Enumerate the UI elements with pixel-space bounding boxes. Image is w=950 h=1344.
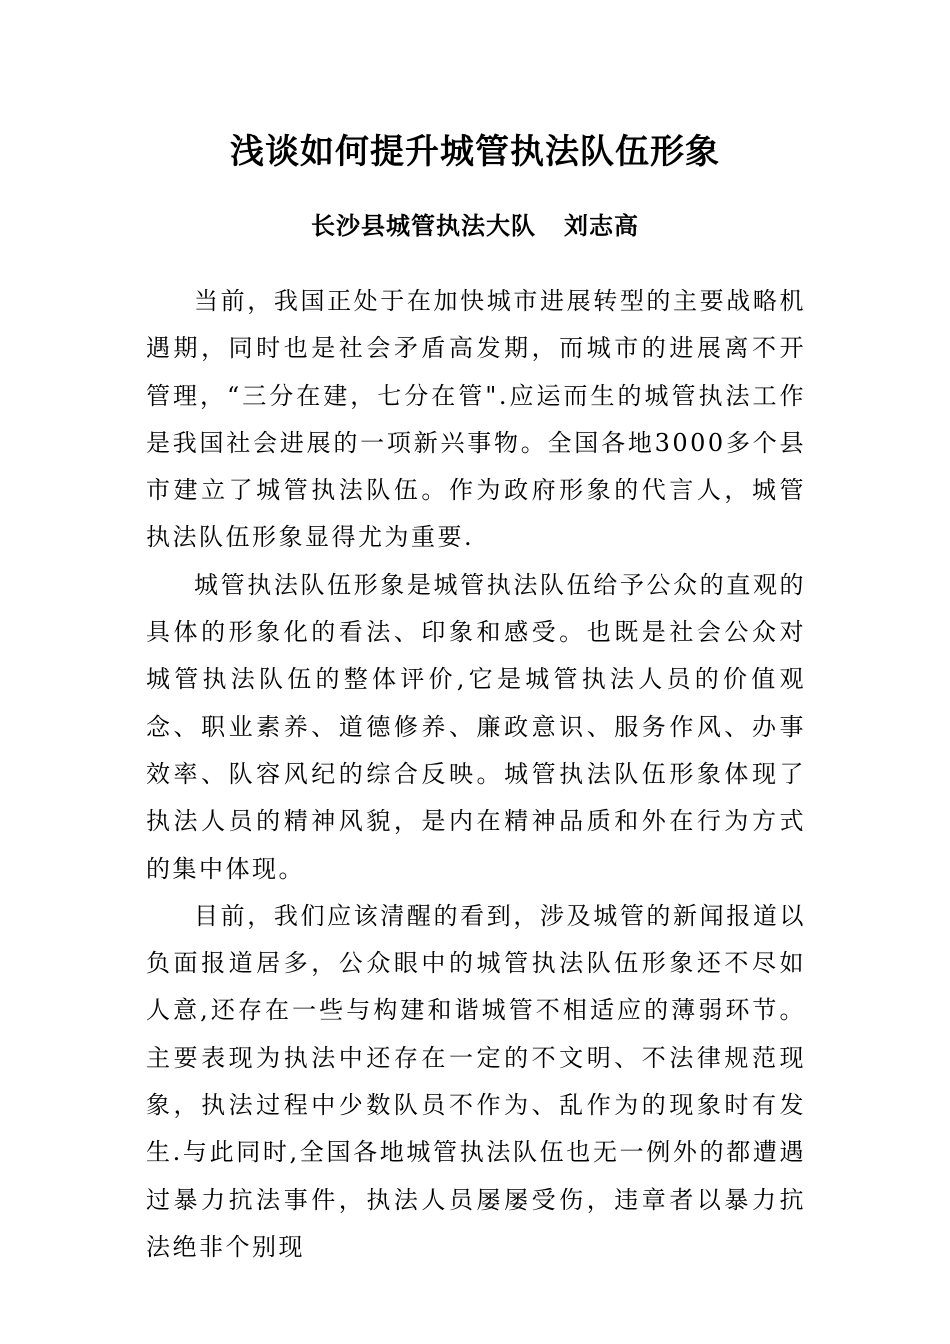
document-body bbox=[146, 278, 806, 1271]
document-title: 浅谈如何提升城管执法队伍形象 bbox=[230, 132, 720, 172]
paragraph: 当前，我国正处于在加快城市进展转型的主要战略机遇期，同时也是社会矛盾高发期，而城市的进展离不开管理，“三分在建，七分在管".应运而生的城管执法工作是我国社会进展的一项新兴事物。全国各地3000多个县市建立了城管执法队伍。作为政府形象的代言人，城管执法队伍形象显得尤为重要. bbox=[146, 287, 806, 552]
paragraph: 城管执法队伍形象是城管执法队伍给予公众的直观的具体的形象化的看法、印象和感受。也既是社会公众对城管执法队伍的整体评价,它是城管执法人员的价值观念、职业素养、道德修养、廉政意识、服务作风、办事效率、队容风纪的综合反映。城管执法队伍形象体现了执法人员的精神风貌，是内在精神品质和外在行为方式的集中体现。 bbox=[146, 570, 806, 883]
paragraph: 目前，我们应该清醒的看到，涉及城管的新闻报道以负面报道居多，公众眼中的城管执法队伍形象还不尽如人意,还存在一些与构建和谐城管不相适应的薄弱环节。主要表现为执法中还存在一定的不文明、不法律规范现象，执法过程中少数队员不作为、乱作为的现象时有发生.与此同时,全国各地城管执法队伍也无一例外的都遭遇过暴力抗法事件，执法人员屡屡受伤，违章者以暴力抗法绝非个别现 bbox=[146, 901, 806, 1261]
author-byline: 长沙县城管执法大队 刘志高 bbox=[310, 212, 640, 240]
